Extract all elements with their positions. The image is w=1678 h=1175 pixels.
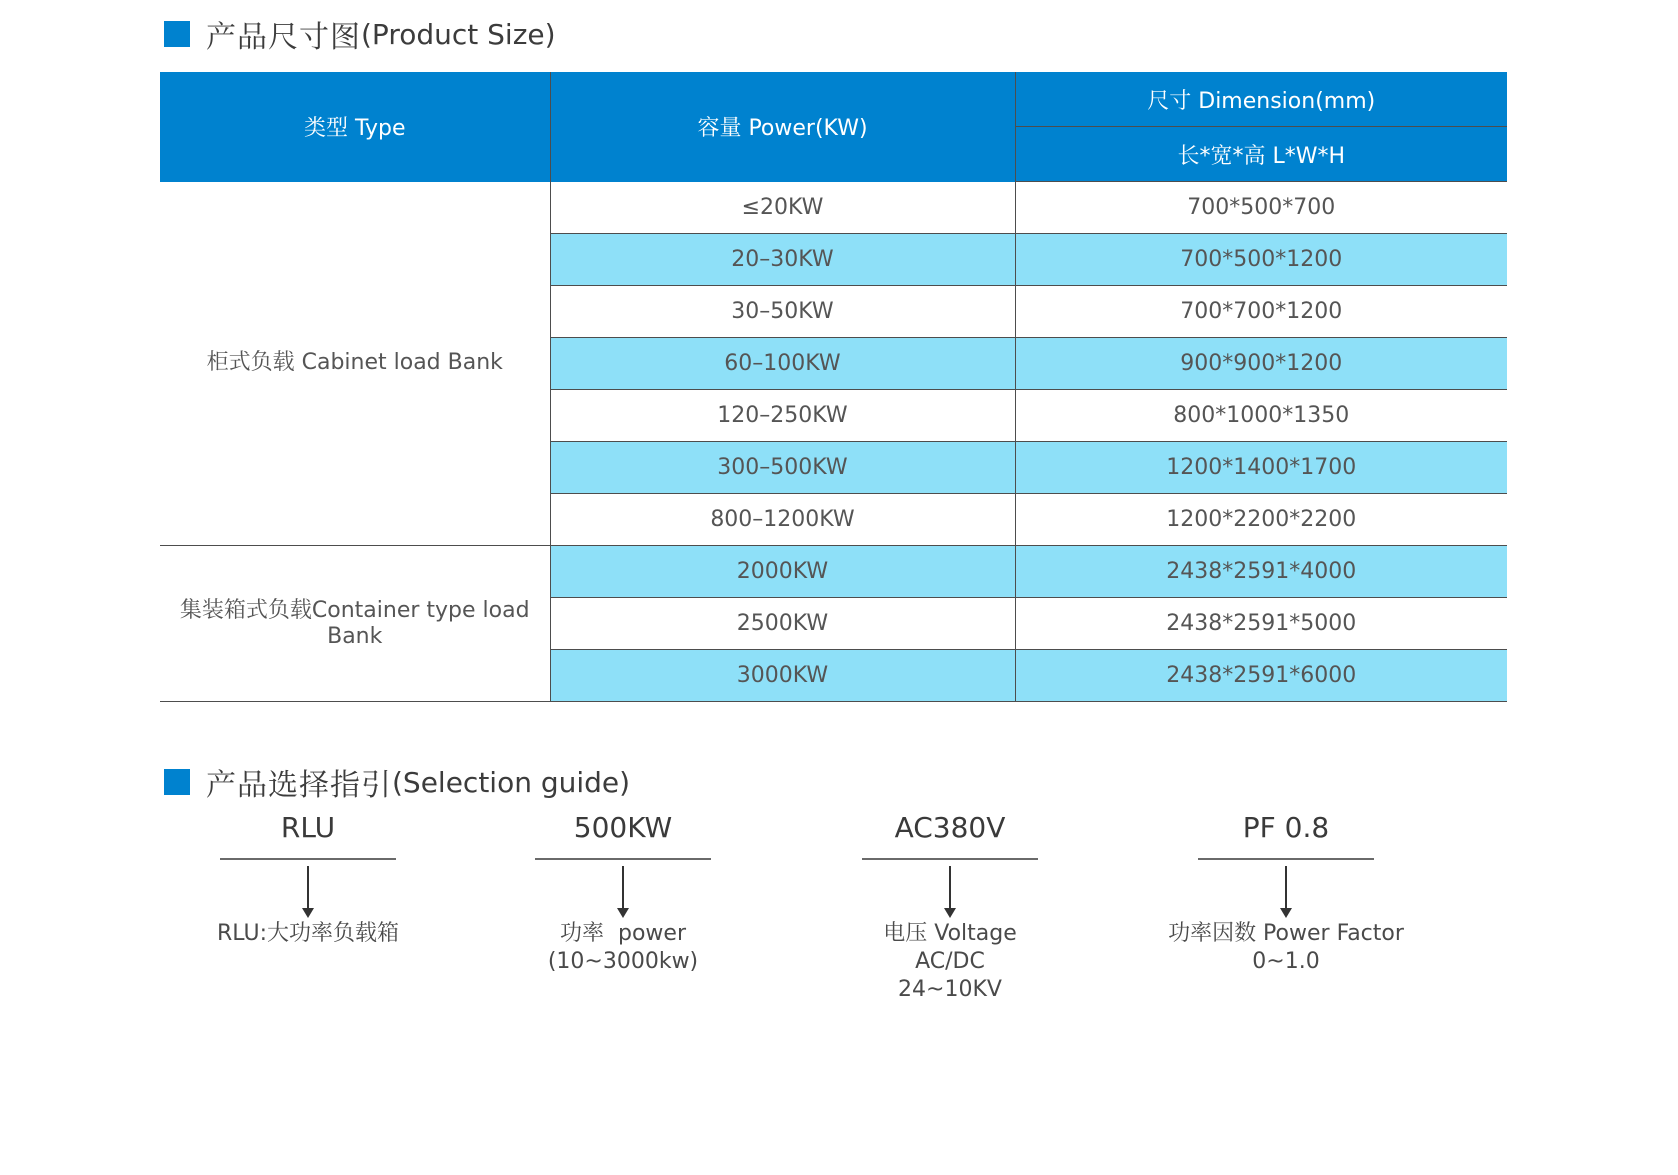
section-title-zh: 产品选择指引 [206,768,392,803]
header-power: 容量 Power(KW) [550,72,1015,182]
guide-desc-line: 功率因数 Power Factor [1168,921,1404,946]
section-title-en: (Selection guide) [392,765,631,799]
guide-desc-line: 功率 power [560,921,686,946]
blue-square-icon [164,769,190,795]
section-title-product-size [164,12,556,56]
dimension-cell: 2438*2591*4000 [1015,546,1507,598]
power-cell: 2500KW [550,598,1015,650]
dimension-cell: 2438*2591*5000 [1015,598,1507,650]
guide-desc-line: 0~1.0 [1252,949,1320,974]
guide-desc-line: RLU:大功率负载箱 [217,921,399,946]
header-lwh: 长*宽*高 L*W*H [1015,127,1507,182]
guide-code: RLU [280,811,336,844]
arrow-down-icon [940,866,960,918]
dimension-cell: 700*500*1200 [1015,234,1507,286]
guide-desc-line: AC/DC [915,949,985,974]
power-cell: 300–500KW [550,442,1015,494]
power-cell: 60–100KW [550,338,1015,390]
dimension-cell: 700*500*700 [1015,182,1507,234]
blue-square-icon [164,21,190,47]
dimension-cell: 2438*2591*6000 [1015,650,1507,702]
table-row [160,182,1507,234]
section-title-zh: 产品尺寸图 [206,20,361,55]
power-cell: 120–250KW [550,390,1015,442]
guide-code: 500KW [573,811,673,844]
guide-description [1106,920,1466,976]
type-container-load-bank: 集装箱式负载Container type load Bank [160,546,550,702]
guide-desc-line: (10~3000kw) [547,949,699,974]
guide-item-model [128,810,488,948]
power-cell: ≤20KW [550,182,1015,234]
arrow-down-icon [613,866,633,918]
guide-rule [535,858,711,860]
table-row [160,546,1507,598]
guide-rule [1198,858,1374,860]
guide-desc-line: 电压 Voltage [883,921,1017,946]
header-type: 类型 Type [160,72,550,182]
guide-code: PF 0.8 [1242,811,1330,844]
guide-description [770,920,1130,1004]
power-cell: 30–50KW [550,286,1015,338]
guide-item-voltage [770,810,1130,1004]
power-cell: 20–30KW [550,234,1015,286]
type-cabinet-load-bank: 柜式负载 Cabinet load Bank [160,182,550,546]
dimension-cell: 800*1000*1350 [1015,390,1507,442]
dimension-cell: 900*900*1200 [1015,338,1507,390]
guide-description [128,920,488,948]
section-title-en: (Product Size) [361,17,556,51]
guide-item-power-factor [1106,810,1466,976]
guide-code: AC380V [894,811,1006,844]
guide-item-power [443,810,803,976]
arrow-down-icon [298,866,318,918]
guide-rule [862,858,1038,860]
guide-desc-line: 24~10KV [898,977,1002,1002]
dimension-cell: 1200*2200*2200 [1015,494,1507,546]
section-title-selection-guide [164,760,630,804]
power-cell: 800–1200KW [550,494,1015,546]
power-cell: 3000KW [550,650,1015,702]
product-size-table [160,72,1507,702]
dimension-cell: 700*700*1200 [1015,286,1507,338]
dimension-cell: 1200*1400*1700 [1015,442,1507,494]
arrow-down-icon [1276,866,1296,918]
power-cell: 2000KW [550,546,1015,598]
guide-description [443,920,803,976]
guide-rule [220,858,396,860]
header-dimension: 尺寸 Dimension(mm) [1015,72,1507,127]
